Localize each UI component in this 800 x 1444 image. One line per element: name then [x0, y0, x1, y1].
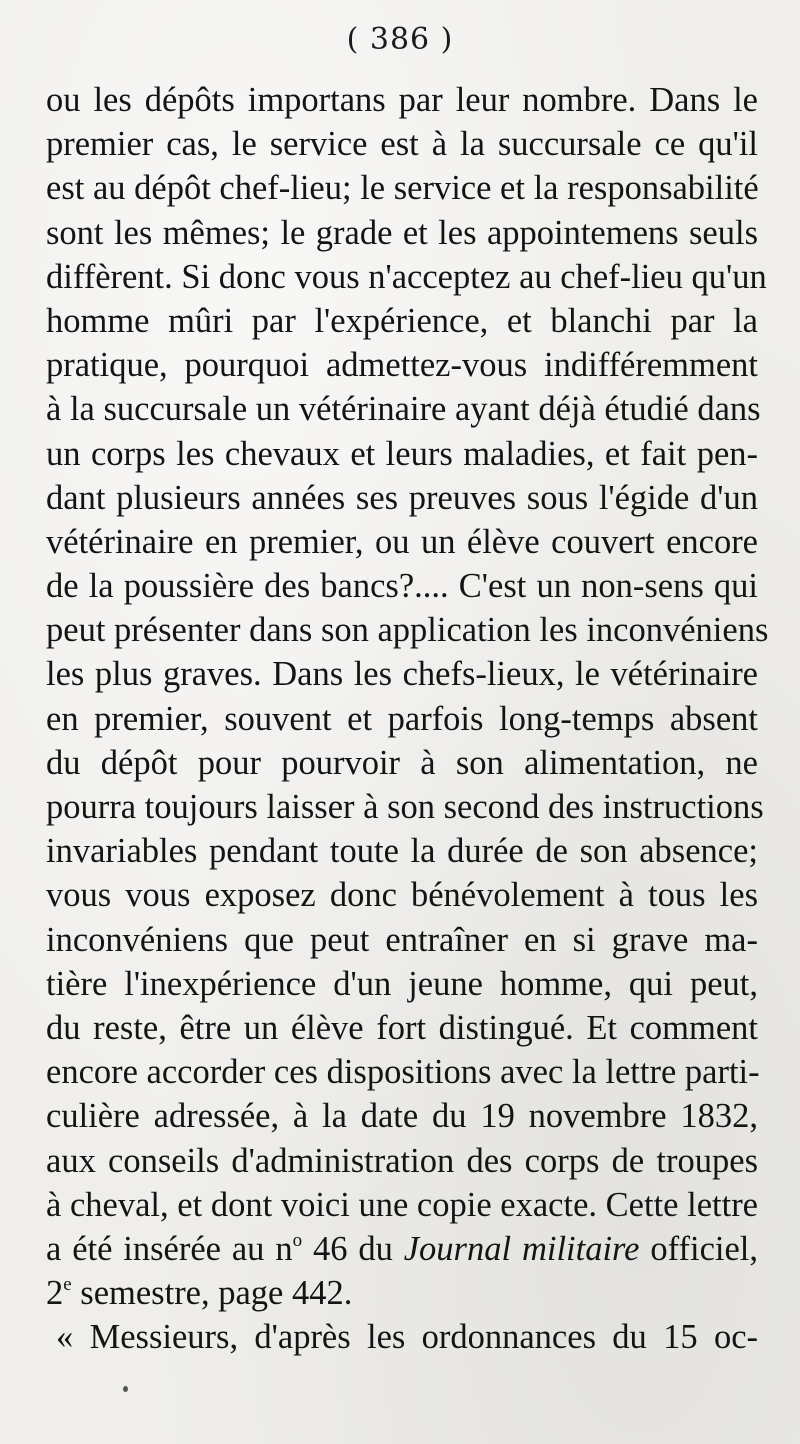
- semester-text: semestre, page 442.: [71, 1274, 353, 1313]
- citation-text-end: officiel,: [639, 1229, 758, 1268]
- text-line: vous vous exposez donc bénévolement à tous les: [46, 876, 758, 915]
- text-line: à cheval, et dont voici une copie exacte. Cette lettre: [46, 1185, 758, 1224]
- text-line-semester: [46, 1271, 758, 1315]
- text-line: invariables pendant toute la durée de son absence;: [46, 832, 758, 871]
- ordinal-superscript: o: [292, 1229, 303, 1251]
- text-line: culière adressée, à la date du 19 novembre 1832,: [46, 1097, 758, 1136]
- text-line: du dépôt pour pourvoir à son alimentation, ne: [46, 743, 758, 782]
- text-line: en premier, souvent et parfois long-temps absent: [46, 699, 758, 738]
- text-line-citation: [46, 1227, 758, 1271]
- text-line: homme mûri par l'expérience, et blanchi par la: [46, 301, 758, 340]
- ordinal-superscript: e: [63, 1273, 72, 1295]
- journal-title: Journal militaire: [403, 1229, 640, 1268]
- text-line: aux conseils d'administration des corps de troupes: [46, 1141, 758, 1180]
- text-line: du reste, être un élève fort distingué. Et comment: [46, 1008, 758, 1047]
- text-line: à la succursale un vétérinaire ayant déjà étudié dans: [46, 390, 761, 429]
- text-line: premier cas, le service est à la succursale ce qu'il: [46, 125, 758, 164]
- semester-number: 2: [46, 1274, 64, 1313]
- text-line: sont les mêmes; le grade et les appointemens seuls: [46, 213, 758, 252]
- text-line: tière l'inexpérience d'un jeune homme, qui peut,: [46, 964, 758, 1003]
- quoted-letter-start: « Messieurs, d'après les ordonnances du 15 oc-: [56, 1318, 758, 1357]
- text-line: inconvéniens que peut entraîner en si grave ma-: [46, 920, 758, 959]
- text-line: vétérinaire en premier, ou un élève couvert encore: [46, 522, 758, 561]
- body-text: [46, 78, 769, 1359]
- page-number: ( 386 ): [346, 22, 454, 57]
- text-line: diffèrent. Si donc vous n'acceptez au chef-lieu qu'un: [46, 257, 767, 296]
- citation-text-start: a été insérée au n: [46, 1229, 293, 1268]
- text-line: ou les dépôts importans par leur nombre. Dans le: [46, 81, 758, 119]
- text-line: les plus graves. Dans les chefs-lieux, le vétérinaire: [46, 655, 758, 694]
- ink-speck: [123, 1386, 128, 1392]
- text-line: un corps les chevaux et leurs maladies, et fait pen-: [46, 434, 758, 473]
- text-line: pratique, pourquoi admettez-vous indifféremment: [46, 346, 758, 385]
- text-line: de la poussière des bancs?.... C'est un non-sens qui: [46, 567, 758, 606]
- text-line: encore accorder ces dispositions avec la lettre parti-: [46, 1053, 760, 1092]
- citation-number: 46 du: [302, 1229, 404, 1268]
- text-line: peut présenter dans son application les inconvéniens: [46, 611, 769, 650]
- text-line: pourra toujours laisser à son second des instructions: [46, 788, 764, 826]
- text-line: dant plusieurs années ses preuves sous l'égide d'un: [46, 478, 758, 517]
- text-line: est au dépôt chef-lieu; le service et la responsabilité: [46, 169, 759, 208]
